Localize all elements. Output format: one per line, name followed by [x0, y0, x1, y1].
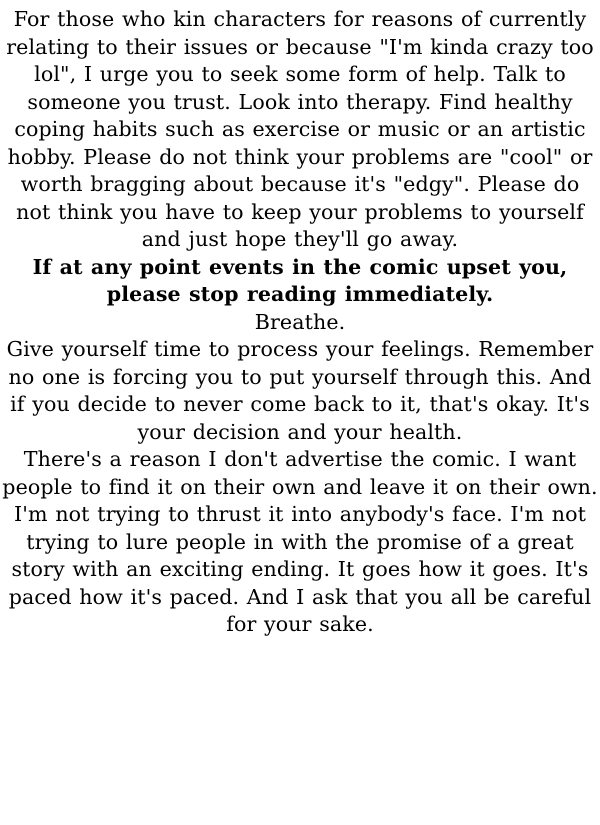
no-advertising-paragraph: There's a reason I don't advertise the comic. I want people to find it on their own and leave it on their own. I'm not trying to thrust it into anybody's face. I'm not trying to lure people in with the promise of a great story with an exciting ending. It goes how it goes. It's paced how it's paced. And I ask that you all be careful for your sake.: [2, 447, 598, 636]
kin-advice-paragraph: For those who kin characters for reasons of currently relating to their issues or because "I'm kinda crazy too lol", I urge you to seek some form of help. Talk to someone you trust. Look into therapy. Find healthy coping habits such as exercise or music or an artistic hobby. Please do not think your problems are "cool" or worth bragging about because it's "edgy". Please do not think you have to keep your problems to yourself and just hope they'll go away.: [6, 7, 594, 251]
breathe-paragraph: Breathe.: [254, 309, 346, 334]
content-warning-paragraph: If at any point events in the comic upset you, please stop reading immediately.: [32, 254, 568, 306]
process-feelings-paragraph: Give yourself time to process your feelings. Remember no one is forcing you to put yourself through this. And if you decide to never come back to it, that's okay. It's your decision and your health.: [6, 337, 594, 444]
